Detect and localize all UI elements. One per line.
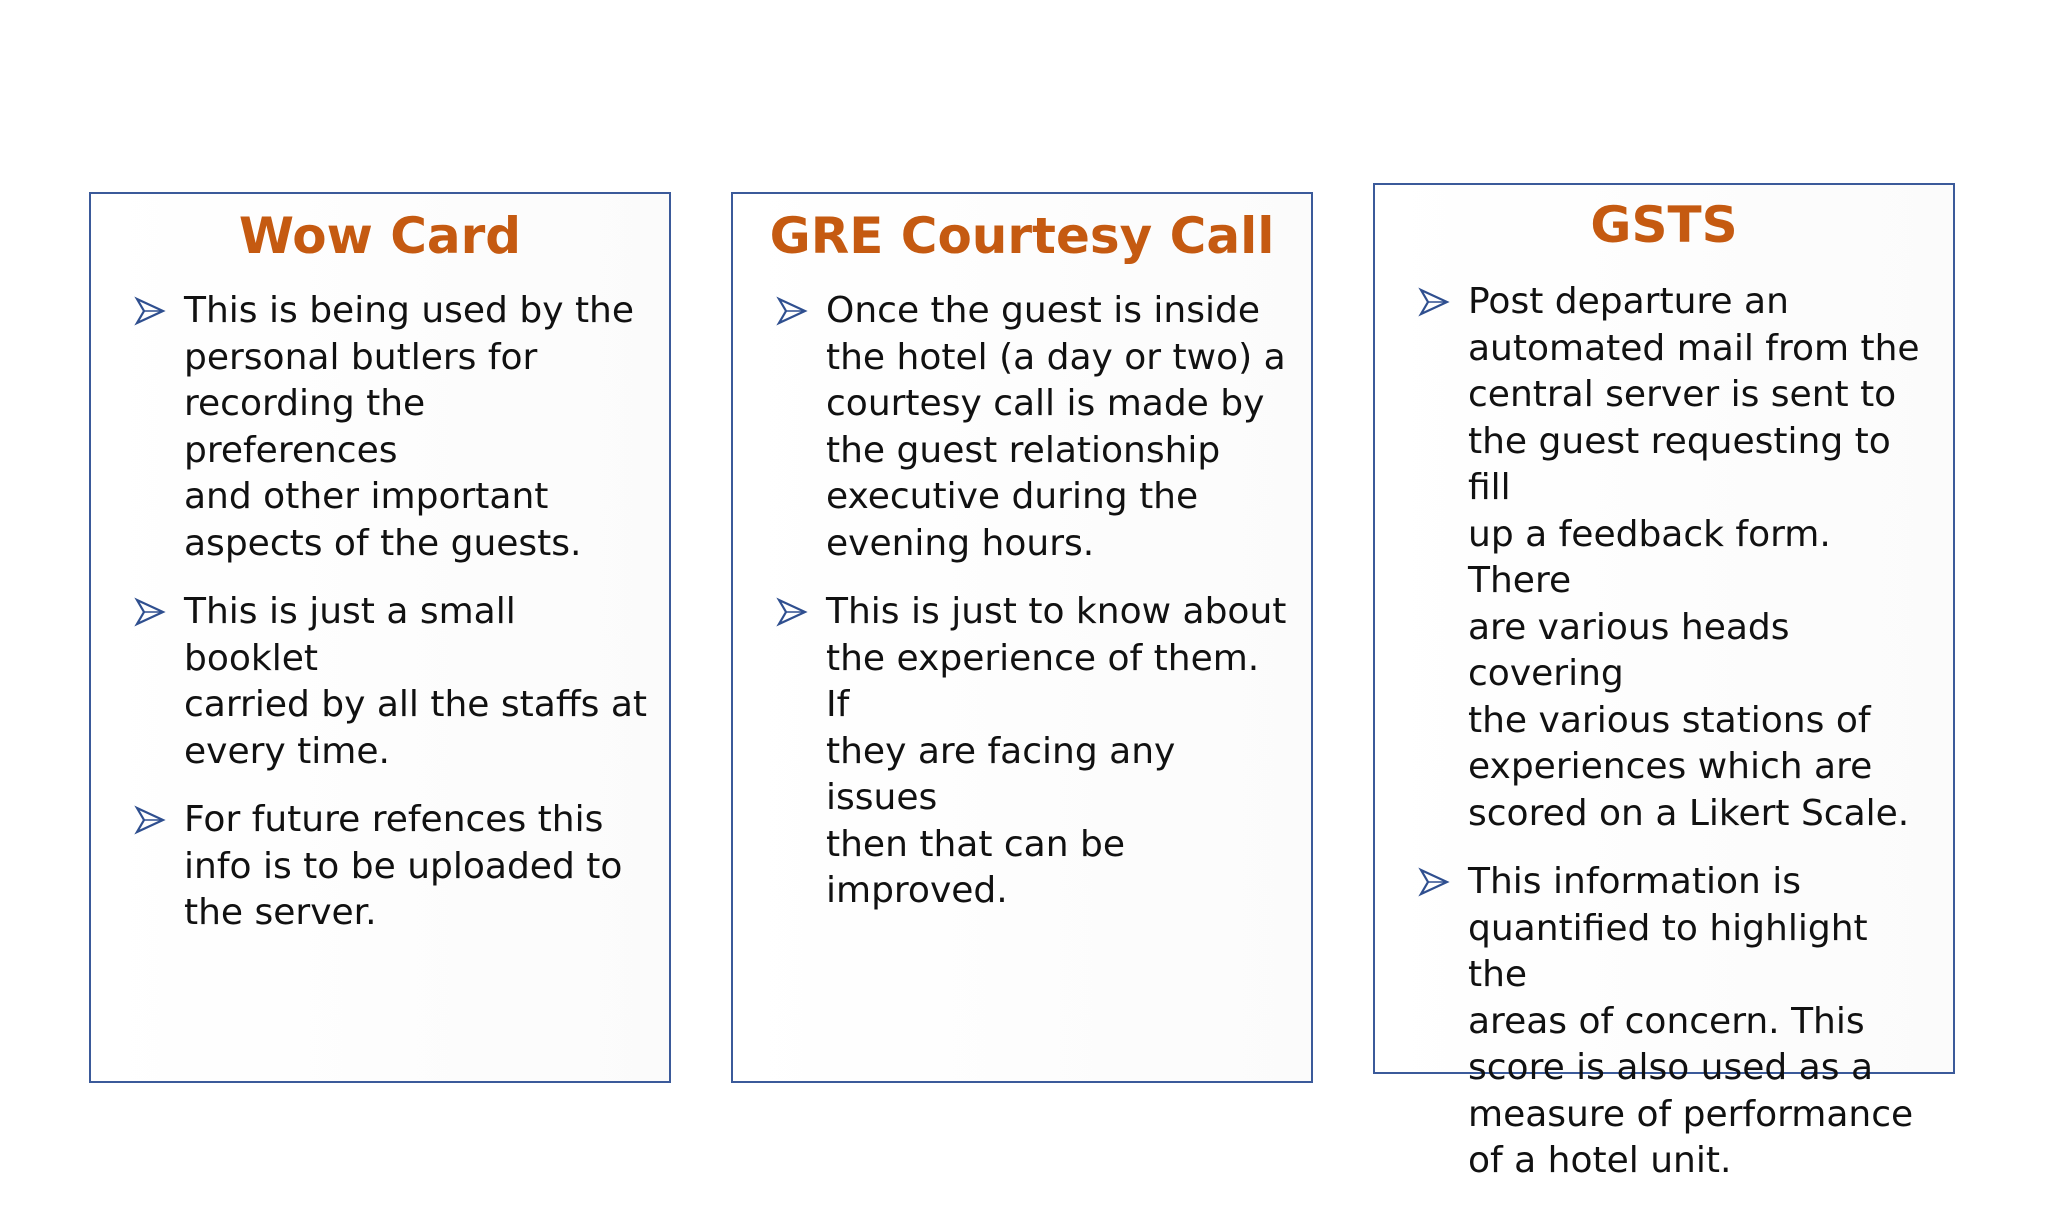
bullet-list xyxy=(1375,279,1953,1207)
arrow-bullet-icon xyxy=(1419,287,1449,317)
bullet-item xyxy=(91,797,669,937)
arrow-bullet-icon xyxy=(1419,867,1449,897)
bullet-list xyxy=(91,288,669,959)
gsts-box xyxy=(1373,183,1955,1181)
bullet-text: For future refences this info is to be uploaded to the server. xyxy=(184,799,623,933)
bullet-item xyxy=(1375,279,1953,837)
bullet-text: Post departure an automated mail from the central server is sent to the guest requesting to fill up a feedback form. There are various heads covering the various stations of experiences which are scored on a Likert Scale. xyxy=(1468,281,1920,834)
bullet-list xyxy=(733,288,1311,937)
bullet-text: Once the guest is inside the hotel (a day or two) a courtesy call is made by the guest relationship executive during the evening hours. xyxy=(826,290,1286,564)
bullet-text: This is just a small booklet carried by all the staffs at every time. xyxy=(184,591,648,772)
card-title: Wow Card xyxy=(238,207,522,265)
card-title: GRE Courtesy Call xyxy=(769,207,1275,265)
arrow-bullet-icon xyxy=(777,597,807,627)
bullet-text: This information is quantified to highlight the areas of concern. This score is also used as a measure of performance of a hotel unit. xyxy=(1468,861,1914,1181)
bullet-item xyxy=(733,288,1311,567)
bullet-item xyxy=(91,589,669,775)
bullet-item xyxy=(733,589,1311,915)
bullet-text: This is being used by the personal butlers for recording the preferences and other important aspects of the guests. xyxy=(184,290,635,564)
arrow-bullet-icon xyxy=(777,296,807,326)
bullet-item xyxy=(91,288,669,567)
gre-courtesy-call-box xyxy=(731,192,1313,1083)
arrow-bullet-icon xyxy=(135,597,165,627)
wow-card-box xyxy=(89,192,671,1083)
arrow-bullet-icon xyxy=(135,805,165,835)
card-title: GSTS xyxy=(1590,196,1738,254)
bullet-item xyxy=(1375,859,1953,1185)
bullet-text: This is just to know about the experience of them. If they are facing any issues then that can be improved. xyxy=(826,591,1287,911)
arrow-bullet-icon xyxy=(135,296,165,326)
